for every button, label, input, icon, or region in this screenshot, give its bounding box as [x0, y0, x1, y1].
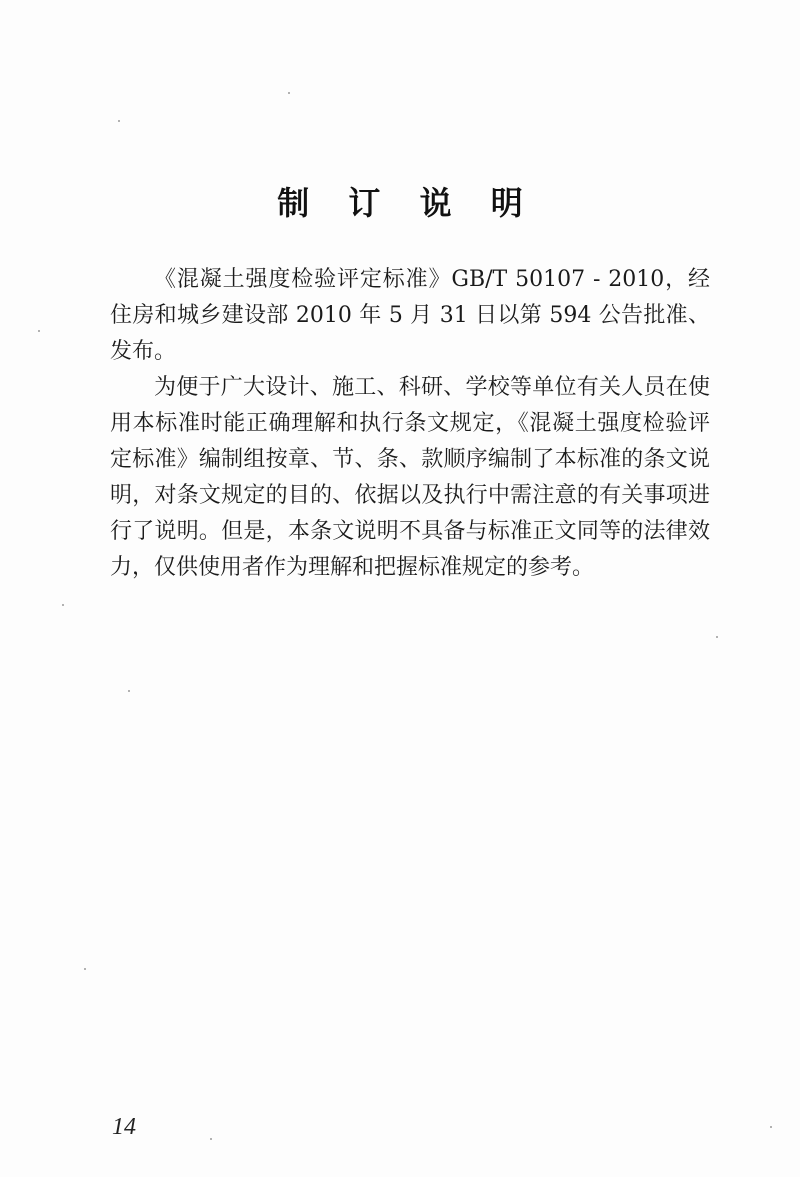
- scan-speck: [716, 636, 718, 638]
- page-number: 14: [112, 1114, 136, 1140]
- scan-speck: [38, 330, 40, 332]
- scan-speck: [118, 120, 120, 122]
- page-title: 制 订 说 明: [277, 184, 537, 222]
- paragraph: 为便于广大设计、施工、科研、学校等单位有关人员在使用本标准时能正确理解和执行条文规定，《混凝土强度检验评定标准》编制组按章、节、条、款顺序编制了本标准的条文说明，对条文规定的目的、依据以及执行中需注意的有关事项进行了说明。但是，本条文说明不具备与标准正文同等的法律效力，仅供使用者作为理解和把握标准规定的参考。: [110, 375, 710, 580]
- paragraph: 《混凝土强度检验评定标准》GB/T 50107 - 2010，经住房和城乡建设部 2010 年 5 月 31 日以第 594 公告批准、发布。: [110, 267, 710, 364]
- scan-speck: [84, 968, 86, 970]
- scan-speck: [770, 1126, 772, 1128]
- scan-speck: [62, 604, 64, 606]
- scan-speck: [288, 92, 290, 94]
- scan-speck: [210, 1138, 212, 1140]
- body-text: [110, 262, 710, 586]
- scan-speck: [128, 690, 130, 692]
